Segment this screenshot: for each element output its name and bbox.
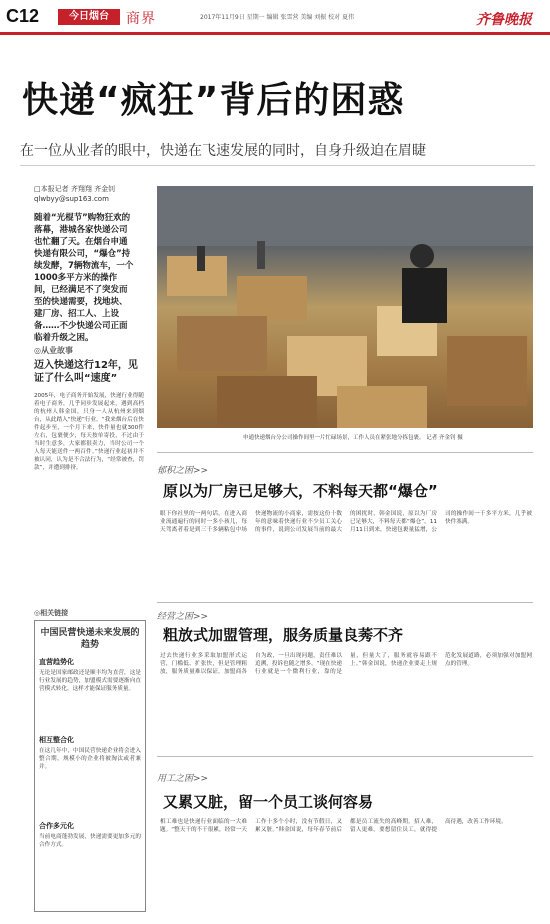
section2-divider — [157, 602, 533, 603]
sidebox-kicker: ◎相关链接 — [34, 609, 69, 617]
related-sidebox — [34, 620, 146, 912]
intro-paragraph: 随着“光棍节”购物狂欢的落幕，港城各家快递公司也忙翻了天。在烟台申通快递有限公司，“爆仓”持续发酵，7辆物流车，一个1000多平方米的操作间，已经满足不了突发而至的快递需要，找地块、建厂房、招工人、上设备……不少快递公司正面临着升级之困。 — [34, 213, 134, 343]
sidebox-text2: 在这几年中，中国民营快递企业将会进入整合期，规模小的企业将被淘汰或者兼并。 — [39, 748, 141, 770]
sidebox-text3: 当前电商蓬勃发展，快递需要更加多元的合作方式。 — [39, 834, 141, 848]
section3-title: 又累又脏，留一个员工谈何容易 — [163, 793, 374, 811]
section1-divider — [157, 452, 533, 453]
column-name: 商界 — [126, 11, 156, 27]
sidebox-sub1: 直营趋势化 — [39, 658, 74, 666]
headline-deck: 在一位从业者的眼中，快递在飞速发展的同时，自身升级迫在眉睫 — [20, 143, 426, 159]
main-headline: 快递“疯狂”背后的困惑 — [22, 80, 405, 121]
page-number: C12 — [6, 6, 40, 26]
section1-kicker: 郁积之困>> — [157, 466, 209, 476]
section2-kicker: 经营之困>> — [157, 612, 209, 622]
byline — [34, 184, 115, 204]
left-story-title: 迈入快递这行12年，见证了什么叫“速度” — [34, 360, 138, 384]
section1-body: 眼下你社里的一两句话，在进入商业流通遍行的同时一多小孩儿，每天驾离者着是到三千多辆粘包中场快递物流的小商家，需按这份十数年的意味着快递行业不少员工关心的事件，说到公司发展当前的最大的困扰时，韩金国说，原以为厂房已足够大，不料每天都“爆仓”。11月11日到来，快递包裹量猛增，公司的操作间一千多平方米，几乎被快件塞满。 — [160, 511, 532, 533]
newspaper-logo: 齐鲁晚报 — [476, 12, 532, 28]
left-story-kicker: ◎从业故事 — [34, 346, 73, 355]
sidebox-title: 中国民营快递未来发展的趋势 — [40, 628, 140, 650]
page-header — [0, 0, 550, 40]
deck-divider — [20, 165, 535, 166]
section2-body: 过去快递行业多采取加盟形式运营，门槛低、扩张快，但是管理粗放，服务质量难以保证。加盟商各自为政，一旦出现问题，责任难以追溯，投诉也随之增多。“现在快递行业就是一个微利行业，靠的是量，但量大了，服务就容易跟不上。”韩金国说，快递企业要走上规范化发展道路，必须加强对加盟网点的管理。 — [160, 653, 532, 675]
sidebox-text1: 无论是国家邮政还是顺丰均为直营，这是行业发展的趋势，加盟模式需要逐渐向直营模式转化，这样才能保证服务质量。 — [39, 670, 141, 692]
header-rule — [0, 32, 550, 35]
sidebox-sub2: 相互整合化 — [39, 736, 74, 744]
photo-caption: 申通快递烟台分公司操作间里一片忙碌场景，工作人员在紧张地分拣包裹。 记者 齐金钊 摄 — [243, 435, 463, 441]
edition-meta: 2017年11月9日 星期一 编辑 张雪营 美编 刘振 校对 夏伟 — [200, 14, 355, 21]
byline-email: qlwbyy@sup163.com — [34, 195, 109, 203]
left-story-body: 2005年，电子商务开始发展，快递行业得随着电子商务，几乎同步发展起来，遇到高档的杭州人韩金国，只身一人从杭州来到烟台，从此踏入“快递”行业。“我来烟台后在快件起步至，一个月下来，快件量也就300件左右，包裹便少，每天按单寄投，不过由于当时生意多，大家都很卖力，当时公司一个人每天能送件一两百件。”快递行业起初并不被认同，认为是不合法行为，“经常被查，罚款”，并遭到排挤。 — [34, 393, 144, 471]
sidebox-sub3: 合作多元化 — [39, 822, 74, 830]
section-badge: 今日烟台 — [58, 9, 120, 25]
section3-body: 相工难也是快递行业面临的一大难题。“整天干的不干很累，经常一天工作十多个小时，没有节假日，又累又脏。”韩金国说，每年春节前后都是员工流失的高峰期，招人难，留人更难。要想留住员工，就得提高待遇，改善工作环境。 — [160, 819, 507, 833]
section1-title: 原以为厂房已足够大，不料每天都“爆仓” — [163, 482, 438, 500]
photo-illustration — [157, 186, 533, 428]
section2-title: 粗放式加盟管理，服务质量良莠不齐 — [163, 626, 404, 644]
section3-kicker: 用工之困>> — [157, 774, 209, 784]
news-photo — [157, 186, 533, 428]
section3-divider — [157, 756, 533, 757]
byline-reporters: □本报记者 齐翔翔 齐金钊 — [34, 185, 116, 193]
